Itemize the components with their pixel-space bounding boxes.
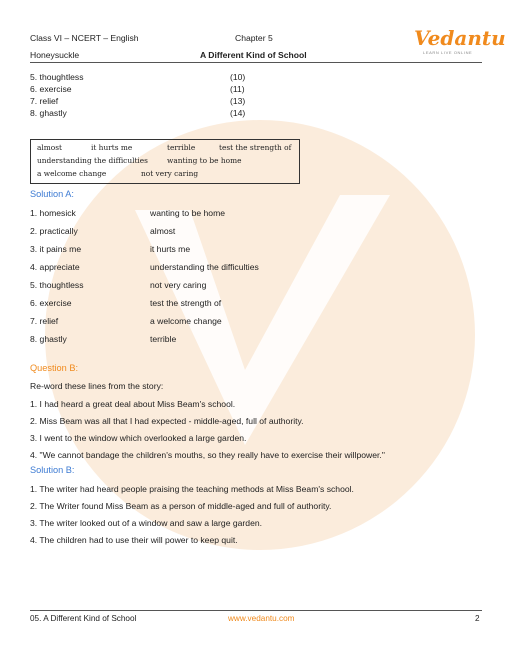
list-item [30, 83, 290, 95]
solution-a-meaning: test the strength of [150, 298, 222, 308]
solution-b-line: 2. The Writer found Miss Beam as a person of middle-aged and full of authority. [30, 501, 332, 511]
solution-a-meaning: wanting to be home [150, 208, 226, 218]
box-word: not very caring [141, 169, 199, 178]
solution-a-heading: Solution A: [30, 189, 74, 199]
solution-a-word: 4. appreciate [30, 262, 80, 272]
solution-b-line: 4. The children had to use their will power to keep quit. [30, 535, 238, 545]
solution-a-word: 3. it pains me [30, 244, 82, 254]
question-b-line: 2. Miss Beam was all that I had expected - middle-aged, full of authority. [30, 416, 304, 426]
list-item-number: (11) [230, 84, 245, 94]
box-word: understanding the difficulties [37, 156, 148, 165]
solution-a-word: 8. ghastly [30, 334, 67, 344]
solution-b-line: 3. The writer looked out of a window and saw a large garden. [30, 518, 263, 528]
logo-tagline: LEARN LIVE ONLINE [423, 50, 473, 55]
list-item-word: 7. relief [30, 96, 59, 106]
list-item [30, 95, 290, 107]
class-line: Class VI – NCERT – English [30, 33, 139, 43]
solution-a-meaning: understanding the difficulties [150, 262, 259, 272]
list-item [30, 71, 290, 83]
box-word: wanting to be home [167, 156, 242, 165]
book-name: Honeysuckle [30, 50, 80, 60]
header-divider [30, 62, 482, 63]
chapter-label: Chapter 5 [235, 33, 273, 43]
list-item-word: 6. exercise [30, 84, 72, 94]
solution-a-meaning: it hurts me [150, 244, 191, 254]
footer-website-link[interactable]: www.vedantu.com [228, 614, 295, 623]
box-word: terrible [167, 143, 196, 152]
solution-a-word: 1. homesick [30, 208, 76, 218]
box-word: almost [37, 143, 62, 152]
solution-a-word: 7. relief [30, 316, 59, 326]
question-b-line: 4. "We cannot bandage the children's mouths, so they really have to exercise their willpower." [30, 450, 385, 460]
page-title: A Different Kind of School [200, 50, 307, 60]
list-item [30, 107, 290, 119]
box-word: it hurts me [91, 143, 133, 152]
footer-divider [30, 610, 482, 611]
question-b-line: 3. I went to the window which overlooked a large garden. [30, 433, 247, 443]
solution-a-word: 6. exercise [30, 298, 72, 308]
solution-a-word: 2. practically [30, 226, 78, 236]
list-item-word: 8. ghastly [30, 108, 67, 118]
solution-a-meaning: not very caring [150, 280, 207, 290]
list-item-number: (10) [230, 72, 246, 82]
top-list [30, 71, 290, 121]
question-b-intro: Re-word these lines from the story: [30, 381, 164, 391]
page-number: 2 [475, 614, 480, 623]
solution-a-word: 5. thoughtless [30, 280, 84, 290]
question-b-heading: Question B: [30, 363, 79, 373]
list-item-number: (13) [230, 96, 246, 106]
box-word: test the strength of [219, 143, 292, 152]
list-item-word: 5. thoughtless [30, 72, 84, 82]
footer-chapter: 05. A Different Kind of School [30, 614, 137, 623]
question-b-line: 1. I had heard a great deal about Miss Beam's school. [30, 399, 236, 409]
list-item-number: (14) [230, 108, 246, 118]
solution-a-meaning: terrible [150, 334, 177, 344]
solution-a-meaning: a welcome change [150, 316, 222, 326]
vedantu-logo: Vedantu [414, 26, 506, 50]
solution-b-line: 1. The writer had heard people praising the teaching methods at Miss Beam's school. [30, 484, 354, 494]
word-box [30, 139, 300, 184]
solution-b-heading: Solution B: [30, 465, 75, 475]
box-word: a welcome change [37, 169, 107, 178]
solution-a-meaning: almost [150, 226, 176, 236]
